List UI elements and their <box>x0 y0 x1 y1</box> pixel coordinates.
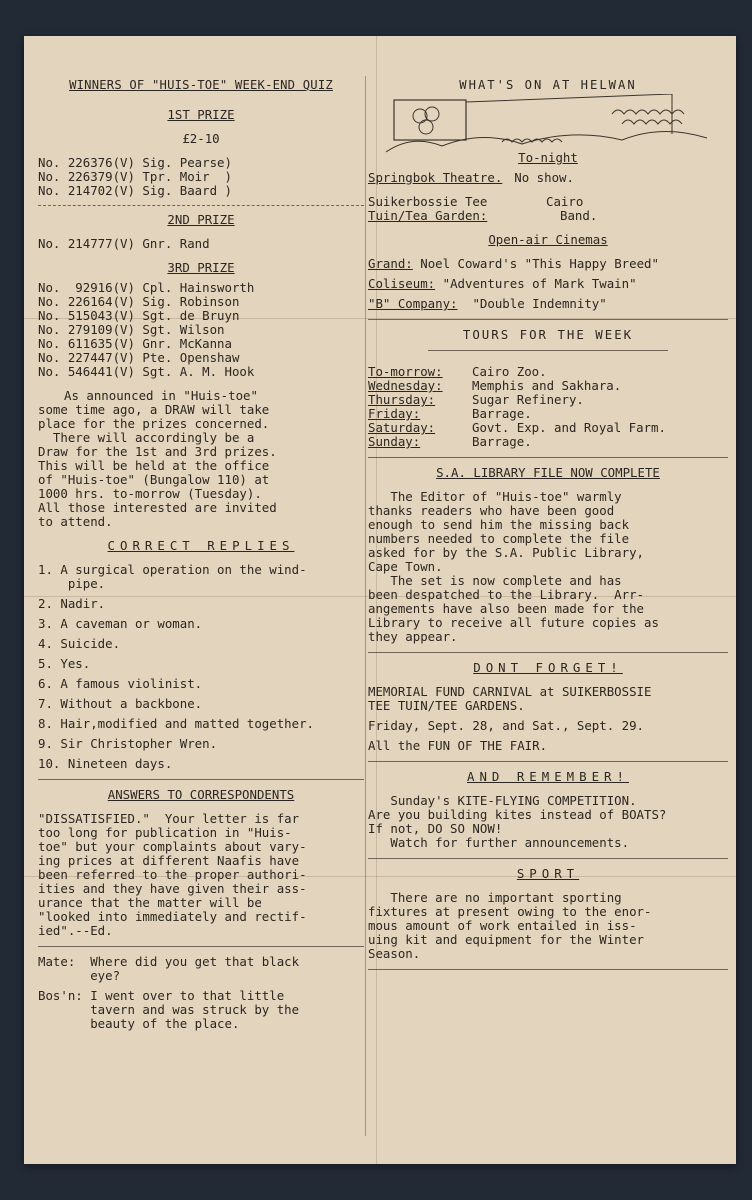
text-line: uing kit and equipment for the Winter <box>368 932 645 947</box>
text-line: ing prices at different Naafis have <box>38 853 300 868</box>
cinemas-heading: Open-air Cinemas <box>488 232 608 247</box>
tour-row <box>368 379 728 393</box>
column-divider <box>365 76 366 1136</box>
text-line: ities and they have given their ass- <box>38 881 307 896</box>
cinema-venue: Grand: <box>368 256 413 271</box>
text-line: Friday, Sept. 28, and Sat., Sept. 29. <box>368 718 645 733</box>
cinema-film: "Adventures of Mark Twain" <box>442 276 637 291</box>
tour-place: Barrage. <box>472 406 532 421</box>
tour-day: Wednesday: <box>368 378 443 393</box>
winner-line: No. 214702(V) Sig. Baard ) <box>38 183 232 198</box>
divider <box>368 319 728 320</box>
text-line: Mate: Where did you get that black <box>38 954 300 969</box>
text-line: Bos'n: I went over to that little <box>38 988 285 1003</box>
tour-day: Thursday: <box>368 392 436 407</box>
text-line: thanks readers who have been good <box>368 503 615 518</box>
cinema-venue: Coliseum: <box>368 276 436 291</box>
divider <box>368 858 728 859</box>
third-prize-heading: 3RD PRIZE <box>167 260 235 275</box>
dont-forget-text <box>368 685 728 753</box>
cinema-film: "Double Indemnity" <box>472 296 607 311</box>
winner-line: No. 611635(V) Gnr. McKanna <box>38 336 232 351</box>
springbok-label: Springbok Theatre. <box>368 170 503 185</box>
cinema-row <box>368 297 728 311</box>
dont-forget-heading: DONT FORGET! <box>473 660 623 675</box>
text-line: Draw for the 1st and 3rd prizes. <box>38 444 277 459</box>
text-line: Sunday's KITE-FLYING COMPETITION. <box>368 793 637 808</box>
divider <box>428 350 668 351</box>
text-line: "DISSATISFIED." Your letter is far <box>38 811 300 826</box>
winner-line: No. 226376(V) Sig. Pearse) <box>38 155 232 170</box>
text-line: place for the prizes concerned. <box>38 416 270 431</box>
cinema-venue: "B" Company: <box>368 296 458 311</box>
text-line: ied".--Ed. <box>38 923 113 938</box>
text-line: As announced in "Huis-toe" <box>64 388 258 403</box>
divider <box>38 779 364 780</box>
text-line: There will accordingly be a <box>38 430 255 445</box>
text-line: tavern and was struck by the <box>38 1002 300 1017</box>
text-line: All the FUN OF THE FAIR. <box>368 738 548 753</box>
tours-heading: TOURS FOR THE WEEK <box>462 327 634 342</box>
winner-line: No. 227447(V) Pte. Openshaw <box>38 350 240 365</box>
text-line: "looked into immediately and rectif- <box>38 909 307 924</box>
text-line: 1000 hrs. to-morrow (Tuesday). <box>38 486 262 501</box>
second-prize-heading: 2ND PRIZE <box>167 212 235 227</box>
text-line: to attend. <box>38 514 113 529</box>
tour-row <box>368 407 728 421</box>
divider <box>38 946 364 947</box>
text-line: TEE TUIN/TEE GARDENS. <box>368 698 525 713</box>
remember-text <box>368 794 728 850</box>
tour-day: To-morrow: <box>368 364 443 379</box>
left-column <box>38 72 364 1031</box>
reply-item: 10. Nineteen days. <box>38 756 173 771</box>
text-line: enough to send him the missing back <box>368 517 630 532</box>
text-line: Cape Town. <box>368 559 443 574</box>
joke <box>38 955 364 1031</box>
newsletter-sheet <box>24 36 736 1164</box>
library-text <box>368 490 728 644</box>
springbok-row <box>368 171 728 185</box>
text-line: some time ago, a DRAW will take <box>38 402 270 417</box>
right-column <box>368 72 728 978</box>
text-line: The set is now complete and has <box>368 573 622 588</box>
cinema-film: Noel Coward's "This Happy Breed" <box>420 256 659 271</box>
reply-item: 6. A famous violinist. <box>38 676 203 691</box>
sport-heading: SPORT <box>516 866 580 881</box>
tour-row <box>368 435 728 449</box>
text-line: There are no important sporting <box>368 890 622 905</box>
reply-item: 1. A surgical operation on the wind- <box>38 562 307 577</box>
correct-replies-heading: CORRECT REPLIES <box>107 538 295 553</box>
tour-row <box>368 421 728 435</box>
cinema-row <box>368 277 728 291</box>
divider <box>368 969 728 970</box>
tour-place: Govt. Exp. and Royal Farm. <box>472 420 666 435</box>
text-line: Library to receive all future copies as <box>368 615 659 630</box>
reply-item: 7. Without a backbone. <box>38 696 203 711</box>
text-line: beauty of the place. <box>38 1016 240 1031</box>
tours-list <box>368 365 728 449</box>
divider <box>368 652 728 653</box>
text-line: urance that the matter will be <box>38 895 262 910</box>
text-line: too long for publication in "Huis- <box>38 825 292 840</box>
text-line: MEMORIAL FUND CARNIVAL at SUIKERBOSSIE <box>368 684 652 699</box>
theatre-illustration <box>372 94 712 154</box>
winner-line: No. 226379(V) Tpr. Moir ) <box>38 169 232 184</box>
tour-place: Sugar Refinery. <box>472 392 584 407</box>
text-line: Season. <box>368 946 421 961</box>
sport-text <box>368 891 728 961</box>
reply-item: 2. Nadir. <box>38 596 106 611</box>
whats-on-title: WHAT'S ON AT HELWAN <box>459 78 637 92</box>
tour-day: Friday: <box>368 406 421 421</box>
text-line: mous amount of work entailed in iss- <box>368 918 637 933</box>
first-prize-heading: 1ST PRIZE <box>167 107 235 122</box>
divider <box>38 205 364 206</box>
reply-item: 5. Yes. <box>38 656 91 671</box>
text-line: If not, DO SO NOW! <box>368 821 503 836</box>
text-line: The Editor of "Huis-toe" warmly <box>368 489 622 504</box>
first-prize-amount: £2-10 <box>182 131 220 146</box>
text-line: been referred to the proper authori- <box>38 867 307 882</box>
winners-title: WINNERS OF "HUIS-TOE" WEEK-END QUIZ <box>69 78 333 92</box>
reply-item: 8. Hair,modified and matted together. <box>38 716 315 731</box>
text-line: This will be held at the office <box>38 458 270 473</box>
tour-day: Sunday: <box>368 434 421 449</box>
text-line: they appear. <box>368 629 458 644</box>
tour-day: Saturday: <box>368 420 436 435</box>
text-line: Are you building kites instead of BOATS? <box>368 807 667 822</box>
third-prize-winners <box>38 281 364 379</box>
suikerbossie-label-2: Tuin/Tea Garden: <box>368 208 488 223</box>
winner-line: No. 92916(V) Cpl. Hainsworth <box>38 280 255 295</box>
reply-item: 9. Sir Christopher Wren. <box>38 736 218 751</box>
reply-item: pipe. <box>38 576 106 591</box>
draw-announcement <box>38 389 364 529</box>
first-prize-winners <box>38 156 364 198</box>
text-line: fixtures at present owing to the enor- <box>368 904 652 919</box>
text-line: eye? <box>38 968 121 983</box>
text-line: Watch for further announcements. <box>368 835 630 850</box>
winner-line: No. 546441(V) Sgt. A. M. Hook <box>38 364 255 379</box>
tour-place: Cairo Zoo. <box>472 364 547 379</box>
tour-row <box>368 365 728 379</box>
answers-heading: ANSWERS TO CORRESPONDENTS <box>107 787 295 802</box>
divider <box>368 457 728 458</box>
reply-item: 4. Suicide. <box>38 636 121 651</box>
answers-text <box>38 812 364 938</box>
divider <box>368 761 728 762</box>
tour-place: Memphis and Sakhara. <box>472 378 622 393</box>
text-line: of "Huis-toe" (Bungalow 110) at <box>38 472 270 487</box>
text-line: been despatched to the Library. Arr- <box>368 587 645 602</box>
winner-line: No. 279109(V) Sgt. Wilson <box>38 322 225 337</box>
remember-heading: AND REMEMBER! <box>467 769 629 784</box>
tour-row <box>368 393 728 407</box>
text-line: angements have also been made for the <box>368 601 645 616</box>
library-heading: S.A. LIBRARY FILE NOW COMPLETE <box>436 465 660 480</box>
correct-replies-list <box>38 563 364 771</box>
springbok-value: No show. <box>514 170 574 185</box>
text-line: asked for by the S.A. Public Library, <box>368 545 645 560</box>
cinema-row <box>368 257 728 271</box>
suikerbossie-value-1: Cairo <box>546 194 584 209</box>
reply-item: 3. A caveman or woman. <box>38 616 203 631</box>
winner-line: No. 214777(V) Gnr. Rand <box>38 236 210 251</box>
suikerbossie-row <box>368 195 728 223</box>
suikerbossie-value-2: Band. <box>560 208 598 223</box>
winner-line: No. 226164(V) Sig. Robinson <box>38 294 240 309</box>
suikerbossie-label-1: Suikerbossie Tee <box>368 194 488 209</box>
tour-place: Barrage. <box>472 434 532 449</box>
text-line: All those interested are invited <box>38 500 277 515</box>
winner-line: No. 515043(V) Sgt. de Bruyn <box>38 308 240 323</box>
tonight-heading: To-night <box>518 150 578 165</box>
text-line: numbers needed to complete the file <box>368 531 630 546</box>
text-line: toe" but your complaints about vary- <box>38 839 307 854</box>
